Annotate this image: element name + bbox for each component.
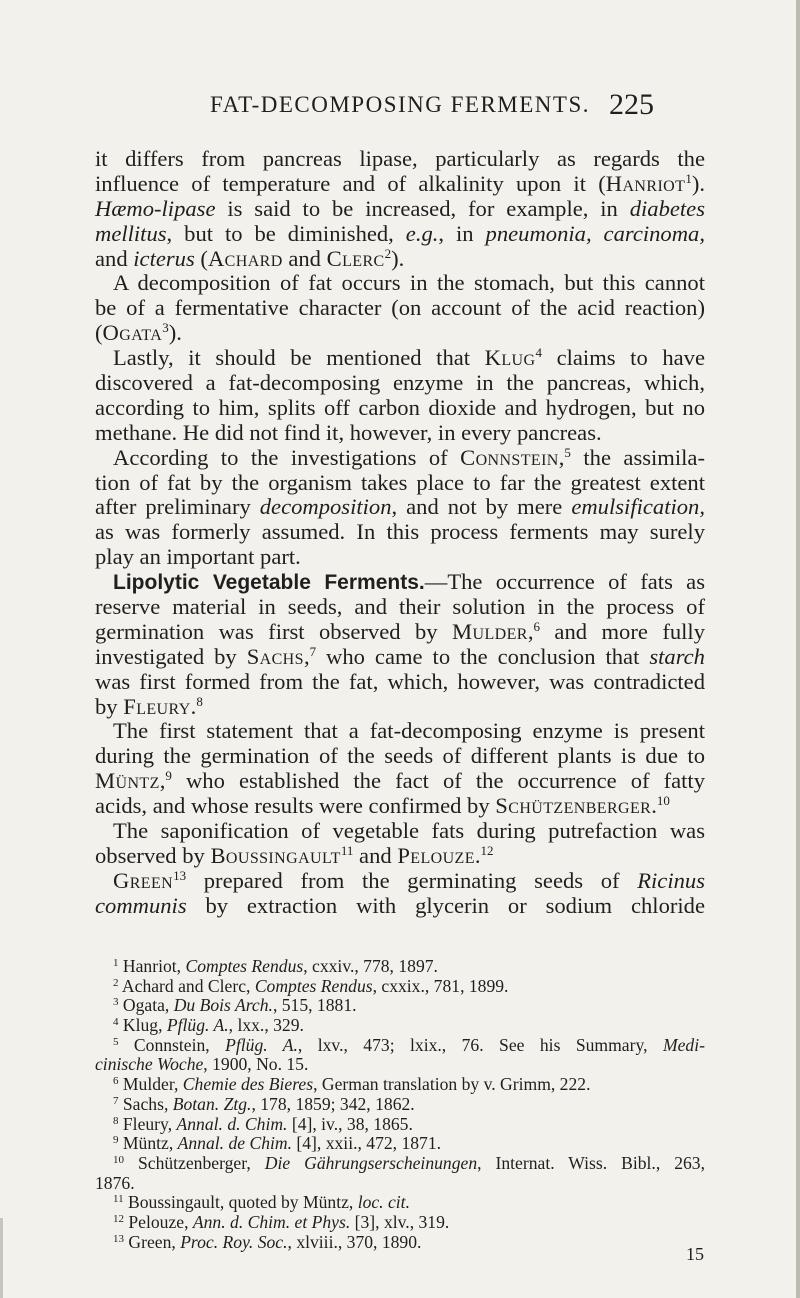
text: who came to the conclusion that (316, 643, 650, 669)
text: Hanriot, (118, 956, 186, 976)
text-line (95, 545, 705, 570)
italic-term: e.g. (405, 220, 439, 246)
author-name: Pelouze (397, 842, 475, 868)
text: Achard and Clerc, (118, 975, 255, 996)
italic-term: Ricinus (637, 867, 705, 893)
footnote (95, 996, 705, 1016)
text-line (95, 570, 705, 595)
text: and more fully (539, 618, 705, 644)
text: and (353, 842, 398, 868)
text-line (95, 844, 705, 869)
text: and (95, 245, 134, 271)
text: ). (691, 170, 705, 196)
author-name: Schützenberger (495, 793, 652, 819)
text-line (95, 296, 705, 321)
text: observed by (95, 842, 211, 868)
text: [4], xxii., 472, 1871. (292, 1133, 442, 1154)
text: who established the fact of the occurrence of fatty (171, 768, 705, 794)
text: , 515, 1881. (272, 995, 357, 1016)
text: , (303, 643, 310, 669)
text-line (95, 794, 705, 819)
footnote-marker: 7 (113, 1094, 119, 1107)
text: —The occurrence of fats as (424, 569, 705, 595)
author-name: Fleury (123, 693, 191, 719)
italic-term: decomposition (259, 494, 392, 520)
text: ( (95, 320, 103, 346)
italic-term: emulsification, (571, 494, 705, 520)
footnote-ref: 13 (173, 867, 187, 883)
text: , 178, 1859; 342, 1862. (251, 1093, 415, 1114)
footnote-ref: 2 (384, 245, 392, 261)
text: tion of fat by the organism takes place to far the greatest extent (95, 469, 705, 495)
text: by extraction with glycerin or sodium chloride (186, 892, 705, 918)
footnote-ref: 9 (165, 768, 172, 784)
author-name: Klug (484, 345, 536, 371)
footnote-marker: 11 (113, 1193, 124, 1206)
author-name: Clerc (326, 245, 385, 271)
text: reserve material in seeds, and their solution in the process of (95, 594, 705, 620)
footnote (95, 1134, 705, 1154)
text-line (95, 271, 705, 296)
author-name: Sachs (246, 643, 304, 669)
text-line (95, 495, 705, 520)
text: . (651, 793, 657, 819)
footnote (95, 1075, 705, 1095)
text: Müntz, (118, 1133, 178, 1154)
text-line (95, 595, 705, 620)
text: was first formed from the fat, which, however, was contradicted (95, 668, 705, 694)
text: , xlviii., 370, 1890. (287, 1231, 422, 1252)
text: , Internat. Wiss. Bibl., 263, (477, 1152, 705, 1173)
text: A decomposition of fat occurs in the stomach, but this cannot (113, 270, 705, 296)
text: , lxv., 473; lxix., 76. See his Summary, (297, 1034, 663, 1055)
footnote (95, 1213, 705, 1233)
text: , (527, 618, 534, 644)
text: Pelouze, (124, 1211, 193, 1232)
text: be of a fermentative character (on account of the acid reaction) (95, 295, 705, 321)
citation-title: Comptes Rendus (185, 956, 304, 976)
footnote-continuation (95, 1174, 705, 1194)
footnote-marker: 6 (113, 1075, 119, 1088)
text: ( (194, 245, 208, 271)
text: claims to have (541, 345, 705, 371)
text: as was formerly assumed. In this process ferments may surely (95, 519, 705, 545)
text: is said to be increased, for example, in (215, 195, 630, 221)
text: it differs from pancreas lipase, particularly as regards the (95, 146, 705, 171)
text: ). (391, 245, 405, 271)
text: [4], iv., 38, 1865. (287, 1113, 413, 1134)
text-line (95, 222, 705, 247)
text: and (282, 245, 327, 271)
text: Sachs, (118, 1093, 173, 1114)
text: acids, and whose results were confirmed by (95, 793, 496, 819)
footnote-marker: 8 (113, 1114, 119, 1127)
text: Fleury, (118, 1113, 177, 1134)
footnote-ref: 4 (535, 345, 542, 361)
text: The saponification of vegetable fats during putrefaction was (113, 818, 705, 844)
text: by (95, 693, 124, 719)
citation-title: Annal. d. Chim. (176, 1113, 288, 1134)
text: [3], xlv., 319. (350, 1211, 450, 1232)
text: , in (438, 220, 486, 246)
text: , but to be diminished, (166, 220, 406, 246)
footnote-ref: 10 (656, 793, 670, 809)
footnote (95, 1193, 705, 1213)
footnote-marker: 12 (113, 1212, 124, 1225)
text: Ogata, (118, 995, 174, 1016)
text: discovered a fat-decomposing enzyme in the pancreas, which, (95, 370, 705, 396)
footnote (95, 1115, 705, 1135)
text: prepared from the germinating seeds of (186, 867, 638, 893)
footnote-ref: 12 (480, 842, 494, 858)
citation-title: Pflüg. A. (225, 1034, 298, 1055)
footnote-ref: 6 (533, 618, 540, 634)
text: influence of temperature and of alkalinity upon it ( (95, 170, 606, 196)
author-name: Ogata (102, 320, 163, 346)
text: Schützenberger, (124, 1152, 265, 1173)
citation-title: Annal. de Chim. (177, 1133, 292, 1154)
text: Klug, (118, 1015, 167, 1036)
scan-edge-bottom (0, 1218, 3, 1298)
text-line (95, 371, 705, 396)
footnote-marker: 4 (113, 1016, 119, 1029)
text: , German translation by v. Grimm, 222. (313, 1074, 591, 1095)
text: , (159, 768, 166, 794)
text-line (95, 197, 705, 222)
citation-title: cinische Woche (95, 1054, 204, 1075)
author-name: Connstein (460, 444, 559, 470)
footnote-marker: 2 (113, 976, 119, 989)
text: during the germination of the seeds of different plants is due to (95, 743, 705, 769)
text: investigated by (95, 643, 247, 669)
text: 1876. (95, 1172, 135, 1193)
footnote-ref: 5 (564, 444, 571, 460)
author-name: Mulder (452, 618, 528, 644)
text-line (95, 645, 705, 670)
text: According to the investigations of (113, 444, 461, 470)
citation-title: Chemie des Bieres (182, 1074, 314, 1095)
text-line (95, 719, 705, 744)
body-text (95, 147, 705, 919)
running-title: FAT-DECOMPOSING FERMENTS. (209, 92, 590, 117)
text-line (95, 744, 705, 769)
citation-title: Die Gährungserscheinungen (264, 1152, 478, 1173)
text: Connstein, (118, 1034, 226, 1055)
text: , 1900, No. 15. (203, 1054, 309, 1075)
citation-title: Pflüg. A. (166, 1015, 229, 1036)
footnotes (95, 957, 705, 1252)
page-header (0, 88, 800, 128)
citation-title: Ann. d. Chim. et Phys. (192, 1211, 351, 1232)
citation-title: Proc. Roy. Soc. (180, 1231, 288, 1252)
text: . (190, 693, 197, 719)
text: . (474, 842, 481, 868)
footnote-marker: 5 (113, 1035, 119, 1048)
text: , (558, 444, 565, 470)
footnote (95, 957, 705, 977)
italic-term: pneumonia, carcinoma, (485, 220, 705, 246)
text: The first statement that a fat-decomposing enzyme is present (113, 718, 705, 744)
text: , cxxix., 781, 1899. (372, 975, 509, 996)
footnote (95, 1233, 705, 1253)
text: germination was first observed by (95, 618, 452, 644)
footnote-marker: 1 (113, 957, 119, 969)
text: , lxx., 329. (228, 1015, 304, 1036)
footnote (95, 1016, 705, 1036)
text: Mulder, (118, 1074, 183, 1095)
citation-title: Comptes Rendus (254, 975, 373, 996)
author-name: Müntz (95, 768, 160, 794)
text-line (95, 819, 705, 844)
text-line (95, 321, 705, 346)
italic-term: diabetes (629, 195, 705, 221)
citation-title: Botan. Ztg. (172, 1093, 252, 1114)
text-line (95, 869, 705, 894)
signature-mark: 15 (686, 1244, 704, 1264)
text: after preliminary (95, 494, 260, 520)
footnote-marker: 10 (113, 1153, 124, 1166)
section-heading: Lipolytic Vegetable Ferments. (113, 571, 425, 595)
text-line (95, 769, 705, 794)
author-name: Achard (207, 245, 283, 271)
citation-title: Medi- (662, 1034, 705, 1055)
italic-term: communis (95, 892, 187, 918)
footnote (95, 1095, 705, 1115)
author-name: Hanriot (605, 170, 686, 196)
footnote-ref: 11 (340, 842, 354, 858)
text-line (95, 520, 705, 545)
text-line (95, 695, 705, 720)
footnote (95, 977, 705, 997)
text: Green, (124, 1231, 181, 1252)
footnote (95, 1154, 705, 1174)
italic-term: icterus (133, 245, 195, 271)
footnote-ref: 7 (309, 643, 317, 659)
footnote (95, 1036, 705, 1056)
text: Boussingault, quoted by Müntz, (123, 1192, 358, 1213)
text-line (95, 172, 705, 197)
text: according to him, splits off carbon dioxide and hydrogen, but no (95, 394, 705, 420)
footnote-marker: 9 (113, 1134, 119, 1147)
text-line (95, 670, 705, 695)
italic-term: starch (649, 643, 705, 669)
text-line (95, 894, 705, 919)
text: play an important part. (95, 544, 301, 570)
text: ). (168, 320, 182, 346)
footnote-ref: 3 (162, 320, 169, 336)
text-line (95, 620, 705, 645)
text-line (95, 471, 705, 496)
text-line (95, 396, 705, 421)
footnote-ref: 8 (196, 693, 203, 709)
footnote-continuation (95, 1055, 705, 1075)
text-line (95, 247, 705, 272)
text-line (95, 421, 705, 446)
citation-title: loc. cit. (357, 1192, 410, 1213)
author-name: Green (113, 867, 174, 893)
author-name: Boussingault (210, 842, 341, 868)
footnote-marker: 3 (113, 996, 119, 1009)
text-line (95, 346, 705, 371)
text: methane. He did not find it, however, in every pancreas. (95, 419, 602, 445)
text-line (95, 446, 705, 471)
text: , and not by mere (391, 494, 572, 520)
scan-edge (796, 0, 800, 1298)
italic-term: mellitus (95, 220, 167, 246)
footnote-ref: 1 (685, 170, 692, 186)
text: , cxxiv., 778, 1897. (303, 956, 438, 976)
page-number: 225 (609, 88, 654, 121)
italic-term: Hæmo-lipase (95, 195, 216, 221)
text-line (95, 147, 705, 172)
footnote-marker: 13 (113, 1232, 124, 1245)
text: Lastly, it should be mentioned that (113, 345, 485, 371)
citation-title: Du Bois Arch. (173, 995, 273, 1016)
text: the assimila- (570, 444, 705, 470)
